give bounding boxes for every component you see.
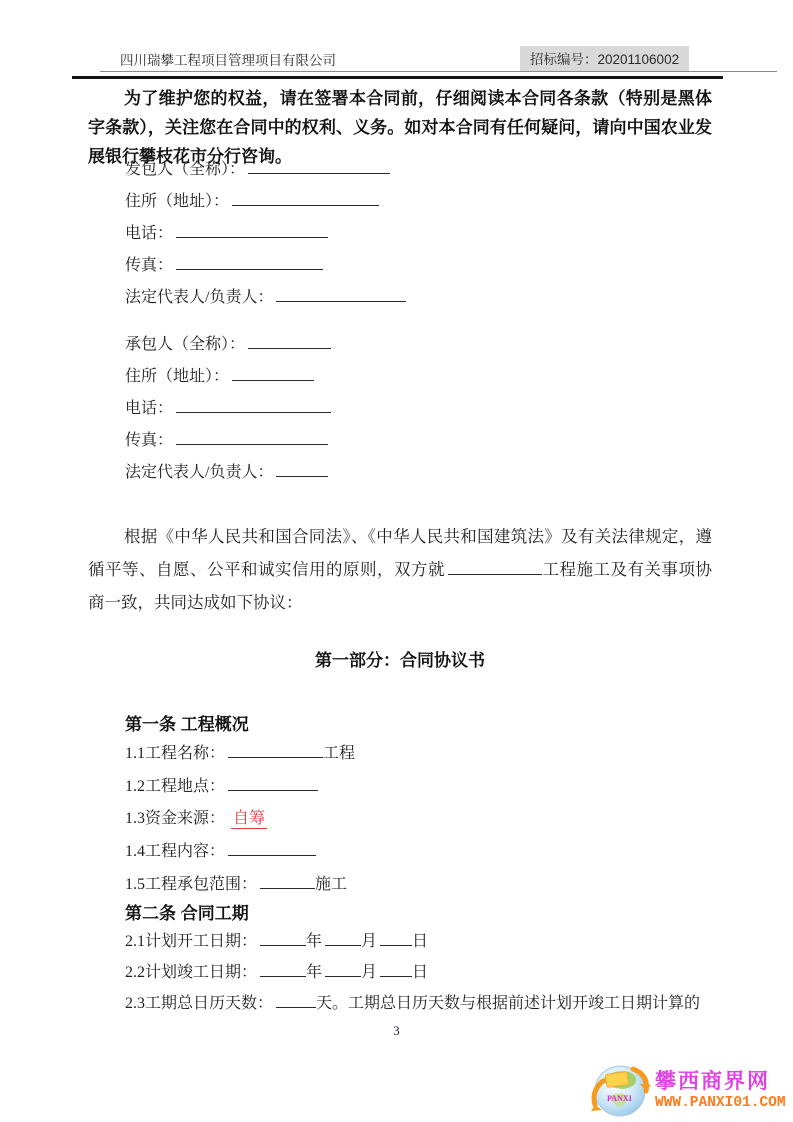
item-project-content <box>125 840 355 863</box>
item-label: 1.5工程承包范围： <box>125 876 258 893</box>
unit-month: 月 <box>361 964 378 981</box>
clause1-items <box>125 742 355 906</box>
blank-underline <box>276 286 406 302</box>
blank-underline <box>325 961 361 977</box>
globe-logo-icon <box>589 1061 653 1121</box>
blank-underline <box>176 397 331 413</box>
field-label: 传真： <box>125 257 174 274</box>
blank-underline <box>448 558 542 575</box>
field-contractor-fax <box>125 429 331 452</box>
blank-underline <box>276 992 316 1008</box>
part1-heading: 第一部分：合同协议书 <box>315 651 485 670</box>
funding-source-value: 自筹 <box>233 810 266 827</box>
field-contractor-representative <box>125 461 331 484</box>
clause2-items <box>125 930 700 1023</box>
header-rule-thick <box>72 76 723 79</box>
field-contractor-name <box>125 333 331 356</box>
field-label: 电话： <box>125 400 174 417</box>
item-label: 1.1工程名称： <box>125 745 226 762</box>
blank-underline <box>260 930 306 946</box>
field-label: 发包人（全称）： <box>125 161 246 178</box>
watermark-texts <box>655 1070 793 1112</box>
item-label: 1.2工程地点： <box>125 778 226 795</box>
page-number: 3 <box>393 1024 400 1038</box>
legal-text-pre: 根据《中华人民共和国合同法》、《中华人民共和国建筑法》及有关法律规定，遵循平等、自愿、公平和诚实信用的原则，双方就 <box>88 527 712 579</box>
header-rule-thin <box>100 71 777 72</box>
item-label: 1.3资金来源： <box>125 810 226 827</box>
header-company-name: 四川瑞攀工程项目管理项目有限公司 <box>120 53 336 68</box>
unit-year: 年 <box>306 933 323 950</box>
field-employer-address <box>125 190 406 213</box>
item-suffix: 施工 <box>315 876 348 893</box>
notice-paragraph: 为了维护您的权益，请在签署本合同前，仔细阅读本合同各条款（特别是黑体字条款），关注您在合同中的权利、义务。如对本合同有任何疑问，请向中国农业发展银行攀枝花市分行咨询。 <box>88 89 712 166</box>
item-planned-start-date <box>125 930 700 953</box>
watermark <box>589 1060 793 1122</box>
item-label: 2.2计划竣工日期： <box>125 964 258 981</box>
watermark-site-name: 攀西商界网 <box>655 1070 770 1093</box>
item-project-location <box>125 775 355 798</box>
blank-underline <box>176 254 323 270</box>
item-total-calendar-days <box>125 992 700 1015</box>
field-employer-phone <box>125 222 406 245</box>
field-contractor-phone <box>125 397 331 420</box>
item-text: 天。工期总日历天数与根据前述计划开竣工日期计算的 <box>316 995 701 1012</box>
party-b-block <box>125 333 331 493</box>
clause1-heading: 第一条 工程概况 <box>125 715 249 734</box>
item-planned-completion-date <box>125 961 700 984</box>
header-bid-number: 招标编号：20201106002 <box>520 46 689 71</box>
unit-day: 日 <box>412 964 429 981</box>
legal-text-post: 工程施工及有关事项协商一致，共同达成如下协议： <box>88 560 712 612</box>
unit-day: 日 <box>412 933 429 950</box>
field-label: 法定代表人/负责人： <box>125 289 274 306</box>
blank-underline <box>176 429 328 445</box>
item-suffix: 工程 <box>323 745 356 762</box>
blank-underline <box>232 365 314 381</box>
blank-underline <box>232 190 379 206</box>
clause2-heading: 第二条 合同工期 <box>125 904 249 923</box>
field-label: 住所（地址）： <box>125 193 230 210</box>
item-funding-source <box>125 808 355 830</box>
item-label: 2.3工期总日历天数： <box>125 995 274 1012</box>
blank-underline <box>228 840 316 856</box>
logo-text: PANXI <box>607 1094 632 1103</box>
legal-basis-paragraph <box>88 520 712 619</box>
blank-underline <box>228 742 323 758</box>
blank-underline <box>248 333 331 349</box>
blank-underline <box>380 961 412 977</box>
item-project-name <box>125 742 355 765</box>
blank-underline <box>248 158 390 174</box>
field-label: 住所（地址）： <box>125 368 230 385</box>
field-contractor-address <box>125 365 331 388</box>
blank-underline <box>325 930 361 946</box>
field-employer-name <box>125 158 406 181</box>
unit-year: 年 <box>306 964 323 981</box>
item-label: 2.1计划开工日期： <box>125 933 258 950</box>
field-employer-fax <box>125 254 406 277</box>
blank-underline <box>260 961 306 977</box>
blank-underline <box>260 873 315 889</box>
party-a-block <box>125 158 406 318</box>
blank-underline <box>228 775 318 791</box>
unit-month: 月 <box>361 933 378 950</box>
field-label: 承包人（全称）： <box>125 336 246 353</box>
field-label: 法定代表人/负责人： <box>125 464 274 481</box>
blank-underline <box>276 461 328 477</box>
item-contract-scope <box>125 873 355 896</box>
item-label: 1.4工程内容： <box>125 843 226 860</box>
blank-underline <box>380 930 412 946</box>
blank-underline <box>176 222 328 238</box>
field-employer-representative <box>125 286 406 309</box>
field-label: 传真： <box>125 432 174 449</box>
field-label: 电话： <box>125 225 174 242</box>
watermark-url: WWW.PANXI01.COM <box>655 1095 786 1111</box>
